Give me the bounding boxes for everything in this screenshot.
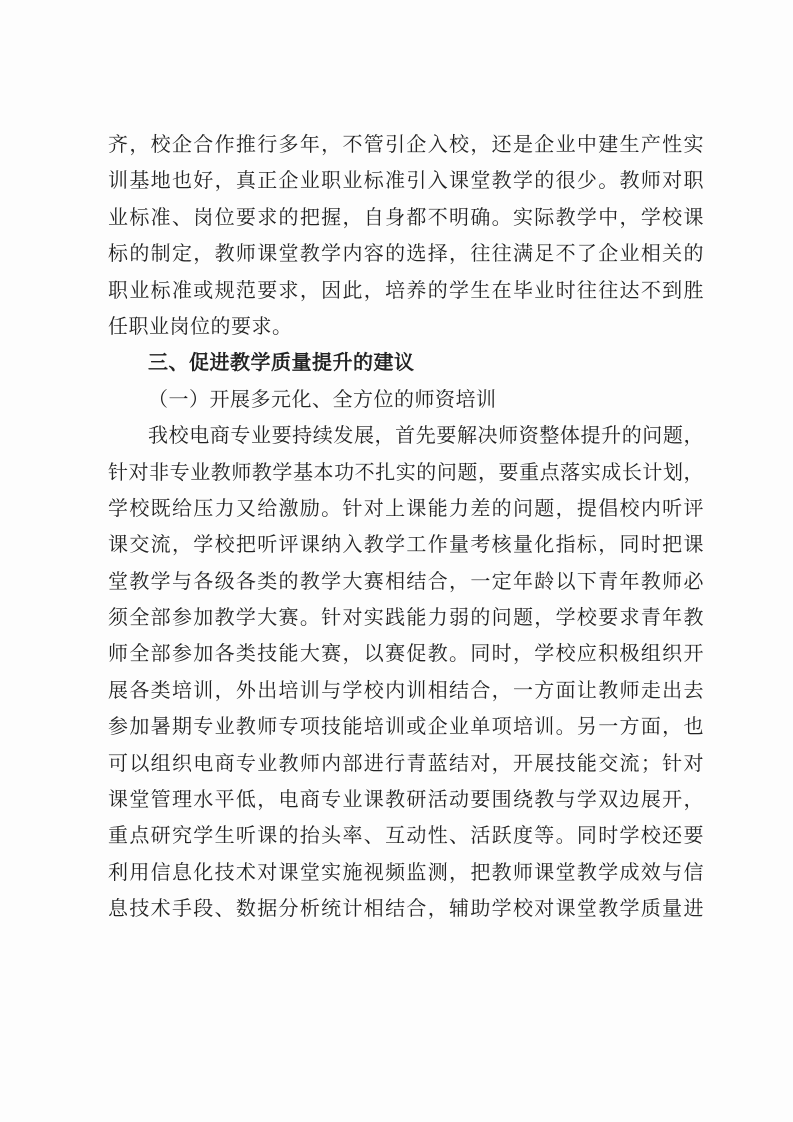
paragraph-line: 职业标准或规范要求，因此，培养的学生在毕业时往往达不到胜 — [108, 277, 704, 302]
paragraph-line: 展各类培训，外出培训与学校内训相结合，一方面让教师走出去 — [108, 677, 704, 702]
paragraph-line: 学校既给压力又给激励。针对上课能力差的问题，提倡校内听评 — [108, 495, 704, 520]
paragraph-line: 须全部参加教学大赛。针对实践能力弱的问题，学校要求青年教 — [108, 605, 704, 630]
paragraph-line: 课交流，学校把听评课纳入教学工作量考核量化指标，同时把课 — [108, 532, 704, 557]
paragraph-line: 可以组织电商专业教师内部进行青蓝结对，开展技能交流；针对 — [108, 750, 704, 775]
paragraph-line: 针对非专业教师教学基本功不扎实的问题，要重点落实成长计划， — [108, 459, 704, 484]
paragraph-line: 堂教学与各级各类的教学大赛相结合，一定年龄以下青年教师必 — [108, 568, 704, 593]
body-text — [108, 126, 704, 927]
paragraph-line: 师全部参加各类技能大赛，以赛促教。同时，学校应积极组织开 — [108, 641, 704, 666]
paragraph-line: 课堂管理水平低，电商专业课教研活动要围绕教与学双边展开， — [108, 787, 704, 812]
section-heading: 三、促进教学质量提升的建议 — [148, 350, 415, 375]
paragraph-line: 标的制定，教师课堂教学内容的选择，往往满足不了企业相关的 — [108, 241, 704, 266]
paragraph-line: 齐，校企合作推行多年，不管引企入校，还是企业中建生产性实 — [108, 132, 704, 156]
paragraph-line: 业标准、岗位要求的把握，自身都不明确。实际教学中，学校课 — [108, 204, 704, 229]
subsection-heading: （一）开展多元化、全方位的师资培训 — [148, 386, 497, 411]
paragraph-line: 参加暑期专业教师专项技能培训或企业单项培训。另一方面，也 — [108, 714, 704, 739]
paragraph-line: 息技术手段、数据分析统计相结合，辅助学校对课堂教学质量进 — [108, 896, 704, 921]
paragraph-line: 任职业岗位的要求。 — [108, 313, 293, 338]
paragraph-line: 利用信息化技术对课堂实施视频监测，把教师课堂教学成效与信 — [108, 859, 704, 884]
paragraph-line: 训基地也好，真正企业职业标准引入课堂教学的很少。教师对职 — [108, 168, 704, 193]
paragraph-line: 我校电商专业要持续发展，首先要解决师资整体提升的问题， — [148, 423, 704, 448]
paragraph-line: 重点研究学生听课的抬头率、互动性、活跃度等。同时学校还要 — [108, 823, 704, 848]
